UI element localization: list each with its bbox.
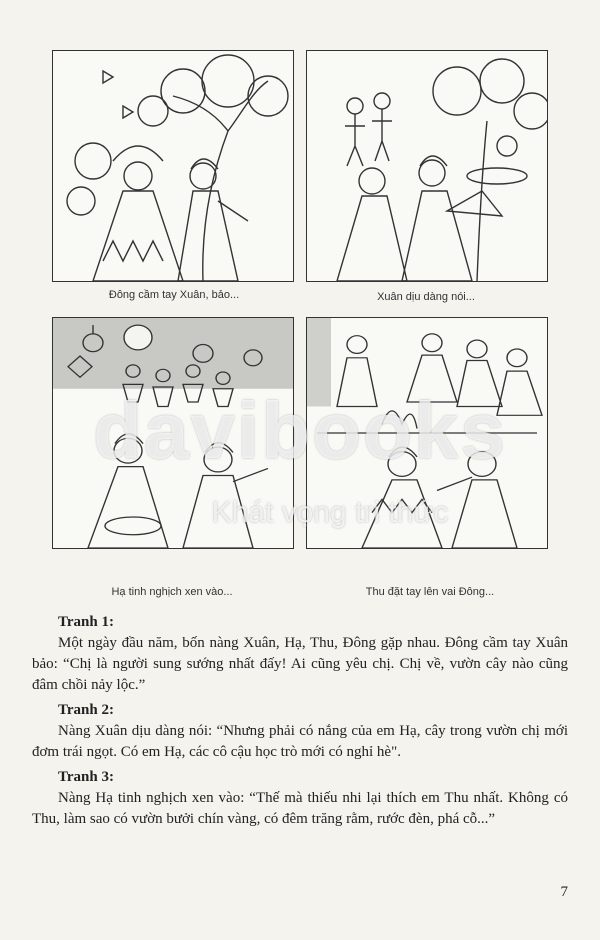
watermark-slogan: Khát vọng tri thức xyxy=(211,496,449,529)
section-2-heading: Tranh 2: xyxy=(58,702,114,718)
illustration-two-women-under-tree xyxy=(53,51,293,281)
section-3-heading: Tranh 3: xyxy=(58,769,114,785)
section-2-text: Nàng Xuân dịu dàng nói: “Nhưng phải có nắng của em Hạ, cây trong vườn chị mới đơm trái ngọt. Có em Hạ, các cô cậu học trò mới có nghỉ hè". xyxy=(32,723,568,760)
illustration-panel-1 xyxy=(52,50,294,282)
panel-3-caption: Hạ tinh nghịch xen vào... xyxy=(111,586,233,598)
watermark-brand: davibooks xyxy=(93,386,507,475)
panel-4-caption: Thu đặt tay lên vai Đông... xyxy=(365,586,495,598)
panel-2-caption: Xuân dịu dàng nói... xyxy=(377,291,475,303)
section-3-text: Nàng Hạ tinh nghịch xen vào: “Thế mà thiếu nhi lại thích em Thu nhất. Không có Thu, làm sao có vườn bưởi chín vàng, có đêm trăng rằm, rước đèn, phá cỗ...” xyxy=(32,790,568,827)
section-1-text: Một ngày đầu năm, bốn nàng Xuân, Hạ, Thu, Đông gặp nhau. Đông cầm tay Xuân bảo: “Chị là người sung sướng nhất đấy! Ai cũng yêu chị. Chị về, vườn cây nào cũng đâm chồi nảy lộc.” xyxy=(32,635,568,693)
illustration-panel-2 xyxy=(306,50,548,282)
panel-1-caption: Đông cầm tay Xuân, bảo... xyxy=(108,289,240,301)
story-text xyxy=(32,612,568,834)
illustration-women-and-children-garden xyxy=(307,51,547,281)
page-number: 7 xyxy=(560,884,568,900)
section-1-heading: Tranh 1: xyxy=(58,614,114,630)
